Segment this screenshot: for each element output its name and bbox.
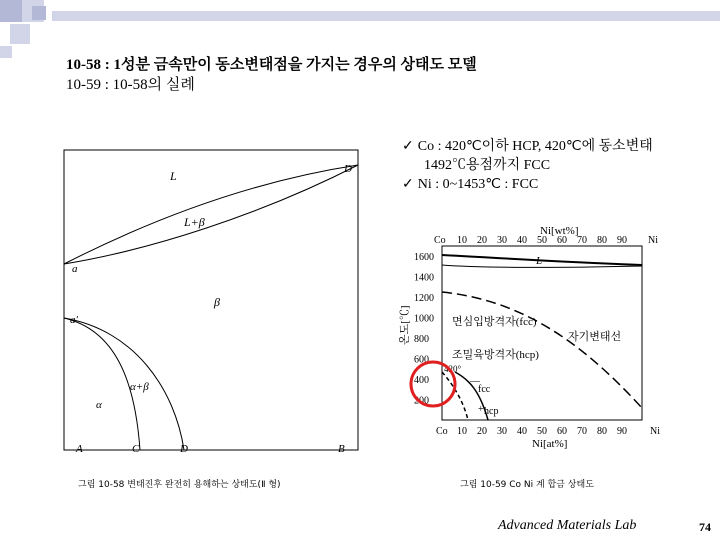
label-plus: + bbox=[478, 404, 484, 415]
bottom-tick-label: 70 bbox=[577, 426, 587, 437]
diagram-frame bbox=[64, 150, 358, 450]
fcc-boundary bbox=[455, 372, 488, 420]
bullet-item: ✓ Co : 420℃이하 HCP, 420℃에 동소변태 bbox=[402, 139, 653, 154]
magnetic-line bbox=[442, 292, 642, 408]
bottom-tick-label: 30 bbox=[497, 426, 507, 437]
left-figure-caption: 그림 10-58 변태진후 완전히 용해하는 상태도(Ⅱ 형) bbox=[78, 480, 281, 490]
right-element-bottom: Ni bbox=[650, 426, 660, 437]
decor-square bbox=[0, 0, 22, 22]
liquidus-curve bbox=[64, 165, 358, 264]
y-tick-label: 1600 bbox=[414, 252, 434, 264]
label-alpha-beta: α+β bbox=[130, 381, 149, 393]
bottom-tick-labels bbox=[457, 426, 627, 437]
bottom-tick-label: 80 bbox=[597, 426, 607, 437]
decor-square bbox=[32, 6, 46, 20]
decor-square bbox=[0, 46, 12, 58]
label-hcp-region: 조밀육방격자(hcp) bbox=[452, 349, 539, 361]
label-beta: β bbox=[214, 295, 220, 309]
label-magnetic: 자기변태선 bbox=[568, 331, 622, 343]
label-fcc-region: 면심입방격자(fcc) bbox=[452, 316, 537, 328]
y-tick-label: 1200 bbox=[414, 293, 434, 305]
label-hcp-small: hcp bbox=[484, 406, 499, 417]
left-element-top: Co bbox=[434, 235, 446, 246]
y-tick-label: 200 bbox=[414, 395, 429, 407]
bottom-tick-label: 50 bbox=[537, 426, 547, 437]
footer-lab-name: Advanced Materials Lab bbox=[498, 518, 637, 533]
top-tick-label: 80 bbox=[597, 235, 607, 246]
top-tick-label: 70 bbox=[577, 235, 587, 246]
label-point-a: a bbox=[72, 263, 78, 275]
label-liquid-right: L bbox=[536, 255, 543, 267]
solidus-curve bbox=[64, 165, 358, 264]
label-temp-marker: 420° bbox=[444, 364, 462, 374]
decor-bar bbox=[52, 11, 720, 21]
label-liquid: L bbox=[170, 169, 177, 183]
top-tick-label: 30 bbox=[497, 235, 507, 246]
label-alpha: α bbox=[96, 399, 102, 411]
label-point-d-top: D bbox=[344, 163, 352, 175]
slide-title-line-2: 10-59 : 10-58의 실례 bbox=[66, 77, 195, 93]
top-tick-label: 10 bbox=[457, 235, 467, 246]
top-tick-labels bbox=[457, 235, 627, 246]
bottom-tick-label: 20 bbox=[477, 426, 487, 437]
label-liquid-beta: L+β bbox=[184, 215, 205, 229]
right-element-top: Ni bbox=[648, 235, 658, 246]
y-tick-label: 1000 bbox=[414, 313, 434, 325]
label-corner-a: A bbox=[76, 443, 83, 455]
decor-square bbox=[10, 24, 30, 44]
check-icon: ✓ bbox=[402, 139, 414, 154]
highlight-circle bbox=[411, 362, 455, 406]
bottom-tick-label: 40 bbox=[517, 426, 527, 437]
top-tick-label: 90 bbox=[617, 235, 627, 246]
check-icon: ✓ bbox=[402, 177, 414, 192]
top-tick-label: 20 bbox=[477, 235, 487, 246]
bottom-tick-label: 10 bbox=[457, 426, 467, 437]
label-minus: — bbox=[470, 376, 480, 387]
top-tick-label: 40 bbox=[517, 235, 527, 246]
bullet-item-continuation: 1492℃용점까지 FCC bbox=[424, 158, 551, 173]
y-tick-label: 400 bbox=[414, 375, 429, 387]
left-element-bottom: Co bbox=[436, 426, 448, 437]
bullet-list bbox=[402, 137, 653, 194]
y-tick-label: 800 bbox=[414, 334, 429, 346]
right-diagram-frame bbox=[442, 246, 642, 420]
top-axis-label: Ni[wt%] bbox=[540, 225, 579, 237]
label-fcc-small: fcc bbox=[478, 384, 491, 395]
page-number: 74 bbox=[699, 520, 711, 534]
y-axis-label: 온도[℃] bbox=[399, 305, 411, 345]
y-tick-label: 1400 bbox=[414, 272, 434, 284]
hcp-boundary bbox=[442, 372, 468, 420]
top-tick-label: 60 bbox=[557, 235, 567, 246]
liquidus-line bbox=[442, 255, 642, 265]
y-tick-label: 600 bbox=[414, 354, 429, 366]
bullet-item: ✓ Ni : 0~1453℃ : FCC bbox=[402, 177, 539, 192]
solidus-line bbox=[442, 265, 642, 267]
bottom-tick-label: 60 bbox=[557, 426, 567, 437]
top-tick-label: 50 bbox=[537, 235, 547, 246]
label-corner-b: B bbox=[338, 443, 345, 455]
bottom-tick-label: 90 bbox=[617, 426, 627, 437]
slide-title-line-1: 10-58 : 1성분 금속만이 동소변태점을 가지는 경우의 상태도 모델 bbox=[66, 57, 477, 73]
y-tick-labels bbox=[414, 252, 434, 406]
right-figure-caption: 그림 10-59 Co Ni 계 합금 상태도 bbox=[460, 480, 594, 490]
bottom-axis-label: Ni[at%] bbox=[532, 438, 568, 450]
label-point-a-prime: a′ bbox=[70, 314, 78, 326]
solvus-curve-d bbox=[64, 318, 184, 450]
label-corner-c: C bbox=[132, 443, 140, 455]
solvus-curve-c bbox=[64, 318, 140, 450]
label-corner-d: D bbox=[180, 443, 188, 455]
